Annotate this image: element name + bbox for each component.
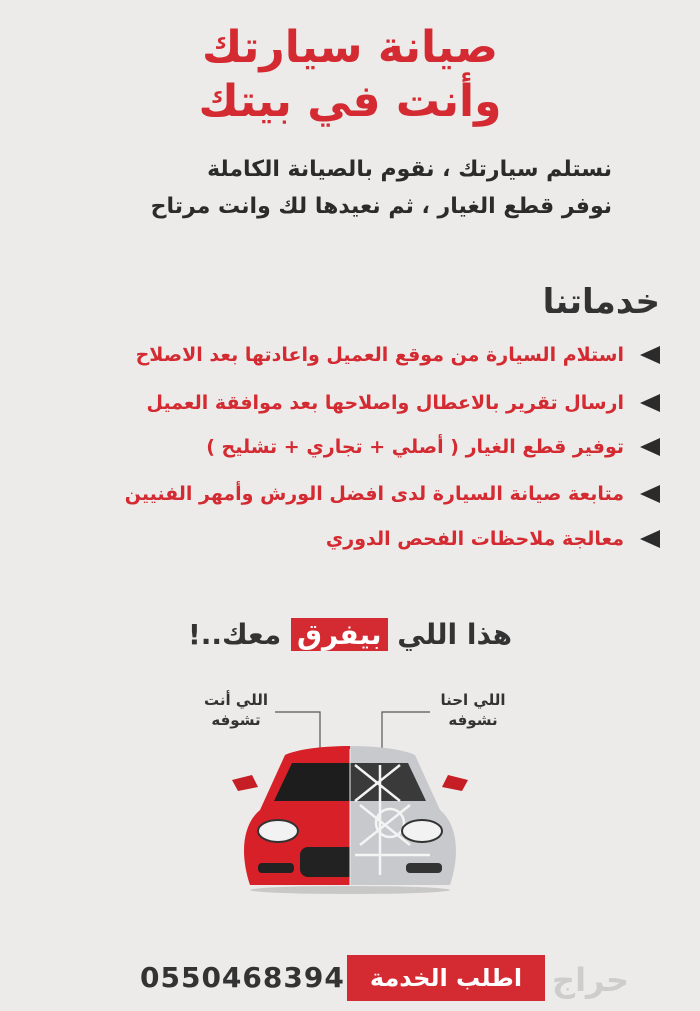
car-illustration xyxy=(230,735,470,895)
service-text: ارسال تقرير بالاعطال واصلاحها بعد موافقة العميل xyxy=(146,392,624,414)
services-title: خدماتنا xyxy=(542,282,660,322)
intro-line-1: نستلم سيارتك ، نقوم بالصيانة الكاملة xyxy=(207,157,612,182)
expert-view-line-2: نشوفه xyxy=(448,711,498,729)
service-text: توفير قطع الغيار ( أصلي + تجاري + تشليح ) xyxy=(206,436,624,458)
haraj-watermark: حراج xyxy=(552,961,629,999)
tagline-highlight: بيفرق xyxy=(291,618,388,651)
expert-view-line-1: اللي احنا xyxy=(440,691,506,709)
customer-view-line-1: اللي أنت xyxy=(204,691,268,709)
headline-line-1: صيانة سيارتك xyxy=(201,22,499,73)
footer xyxy=(0,955,700,1005)
service-text: متابعة صيانة السيارة لدى افضل الورش وأمهر الفنيين xyxy=(124,483,624,505)
intro-line-2: نوفر قطع الغيار ، ثم نعيدها لك وانت مرتاح xyxy=(150,194,612,219)
request-service-button[interactable]: اطلب الخدمة xyxy=(347,955,545,1001)
service-text: معالجة ملاحظات الفحص الدوري xyxy=(325,528,624,550)
customer-view-line-2: تشوفه xyxy=(211,711,261,729)
tagline-after: معك..! xyxy=(187,618,291,651)
headline-line-2: وأنت في بيتك xyxy=(198,76,502,127)
service-text: استلام السيارة من موقع العميل واعادتها بعد الاصلاح xyxy=(135,344,624,366)
phone-number[interactable]: 0550468394 xyxy=(140,961,345,994)
tagline-before: هذا اللي xyxy=(387,618,513,651)
